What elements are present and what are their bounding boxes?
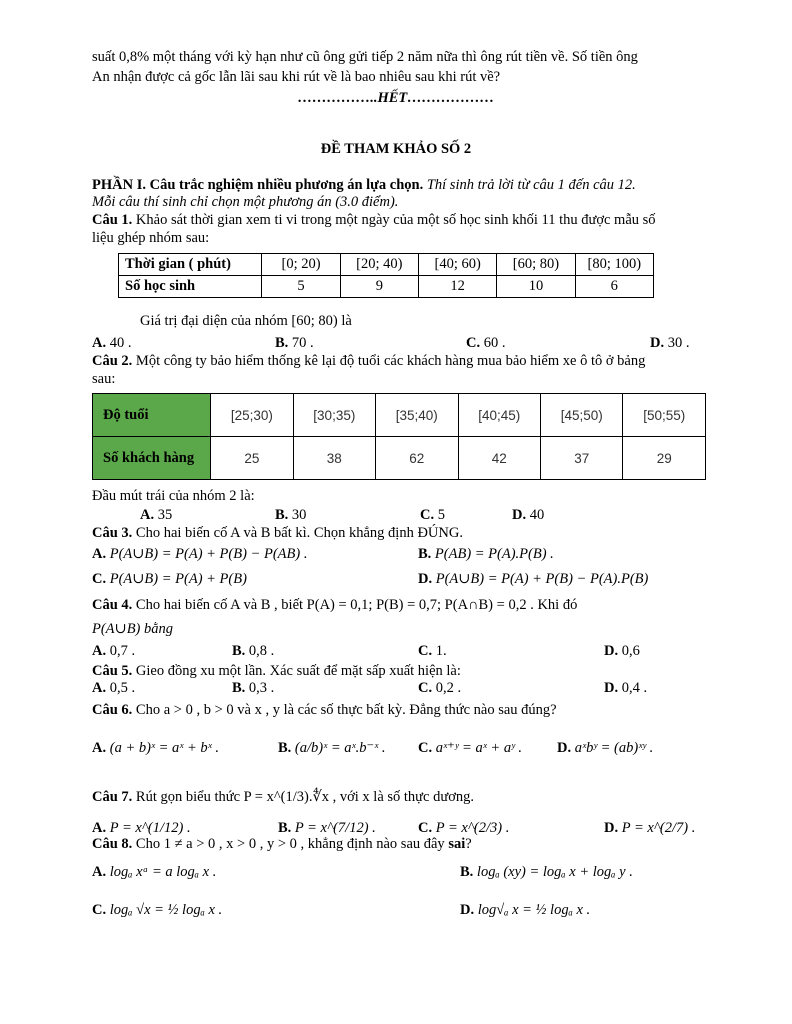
q8-option-a: A. logₐ xᵃ = a logₐ x . <box>92 864 217 880</box>
q5-option-c: C. 0,2 . <box>418 680 462 696</box>
q8-option-c: C. logₐ √x = ½ logₐ x . <box>92 902 223 918</box>
q4-text-2: P(A∪B) bằng <box>92 621 174 637</box>
q1-group-cell: [60; 80) <box>497 254 575 276</box>
q5-label: Câu 5. <box>92 663 133 679</box>
q1-option-d: D. 30 . <box>650 335 690 351</box>
q7-option-d: D. P = x^(2/7) . <box>604 820 696 836</box>
q6-option-a: A. (a + b)ˣ = aˣ + bˣ . <box>92 740 220 756</box>
q4-option-d: D. 0,6 <box>604 643 640 659</box>
q3-option-c: C. P(A∪B) = P(A) + P(B) <box>92 571 247 587</box>
part1-heading-line <box>92 177 636 194</box>
q2-count-cell: 42 <box>458 437 540 480</box>
q1-table <box>118 253 654 298</box>
q2-count-cell: 25 <box>211 437 293 480</box>
q2-group-cell: [30;35) <box>293 394 375 437</box>
part1-note-2: Mỗi câu thí sinh chỉ chọn một phương án (3.0 điểm). <box>92 194 399 210</box>
q6-label: Câu 6. <box>92 702 133 718</box>
q4-text-1: Cho hai biến cố A và B , biết P(A) = 0,1; P(B) = 0,7; P(A∩B) = 0,2 . Khi đó <box>132 597 578 613</box>
q8-sai: sai <box>448 836 466 852</box>
q8-line <box>92 836 472 853</box>
q2-text-1: Một công ty bảo hiểm thống kê lại độ tuổi các khách hàng mua bảo hiểm xe ô tô ở bảng <box>132 353 646 369</box>
q1-option-a: A. 40 . <box>92 335 132 351</box>
q1-group-cell: [0; 20) <box>262 254 340 276</box>
q8-text: Cho 1 ≠ a > 0 , x > 0 , y > 0 , khẳng định nào sau đây <box>132 836 449 852</box>
q1-count-cell: 10 <box>497 276 575 298</box>
q1-group-cell: [20; 40) <box>340 254 418 276</box>
q7-option-b: B. P = x^(7/12) . <box>278 820 376 836</box>
q5-line <box>92 663 461 680</box>
q8-option-d: D. log√ₐ x = ½ logₐ x . <box>460 902 591 918</box>
q2-table <box>92 393 706 480</box>
table-row <box>119 254 654 276</box>
q2-option-d: D. 40 <box>512 507 545 523</box>
q2-count-cell: 62 <box>376 437 458 480</box>
q1-row2-header: Số học sinh <box>119 276 262 298</box>
q2-count-cell: 37 <box>540 437 622 480</box>
q4-line-1 <box>92 597 577 614</box>
q1-count-cell: 9 <box>340 276 418 298</box>
q2-option-a: A. 35 <box>140 507 173 523</box>
q7-line <box>92 789 474 806</box>
q6-option-d: D. aˣbʸ = (ab)ˣʸ . <box>557 740 654 756</box>
q4-option-a: A. 0,7 . <box>92 643 136 659</box>
q2-group-cell: [50;55) <box>623 394 706 437</box>
q5-option-b: B. 0,3 . <box>232 680 275 696</box>
intro-line-2: An nhận được cả gốc lẫn lãi sau khi rút về là bao nhiêu sau khi rút về? <box>92 69 501 85</box>
q8-tail: ? <box>465 836 472 852</box>
q3-label: Câu 3. <box>92 525 133 541</box>
q7-option-a: A. P = x^(1/12) . <box>92 820 191 836</box>
q1-row1-header: Thời gian ( phút) <box>119 254 262 276</box>
q1-count-cell: 12 <box>418 276 496 298</box>
q4-option-c: C. 1. <box>418 643 447 659</box>
q1-text-2: liệu ghép nhóm sau: <box>92 230 210 246</box>
q1-ask: Giá trị đại diện của nhóm [60; 80) là <box>140 313 352 329</box>
q2-ask: Đầu mút trái của nhóm 2 là: <box>92 488 255 504</box>
q3-option-a: A. P(A∪B) = P(A) + P(B) − P(AB) . <box>92 546 308 562</box>
q1-count-cell: 5 <box>262 276 340 298</box>
q4-option-b: B. 0,8 . <box>232 643 275 659</box>
q2-count-cell: 38 <box>293 437 375 480</box>
q3-line <box>92 525 463 542</box>
q2-row2-header: Số khách hàng <box>93 437 211 480</box>
q6-option-b: B. (a/b)ˣ = aˣ.b⁻ˣ . <box>278 740 386 756</box>
q2-row1-header: Độ tuổi <box>93 394 211 437</box>
q7-text: Rút gọn biểu thức P = x^(1/3).∜x , với x là số thực dương. <box>132 789 474 805</box>
q1-line-1 <box>92 212 656 229</box>
q1-group-cell: [80; 100) <box>575 254 653 276</box>
q3-text: Cho hai biến cố A và B bất kì. Chọn khẳng định ĐÚNG. <box>132 525 463 541</box>
q6-line <box>92 702 557 719</box>
q2-option-c: C. 5 <box>420 507 445 523</box>
q1-option-b: B. 70 . <box>275 335 314 351</box>
part1-heading: PHẦN I. Câu trắc nghiệm nhiều phương án lựa chọn. <box>92 177 424 193</box>
q5-option-d: D. 0,4 . <box>604 680 648 696</box>
q7-option-c: C. P = x^(2/3) . <box>418 820 510 836</box>
q2-group-cell: [45;50) <box>540 394 622 437</box>
exam-title: ĐỀ THAM KHẢO SỐ 2 <box>320 141 472 157</box>
q1-text-1: Khảo sát thời gian xem ti vi trong một ngày của một số học sinh khối 11 thu được mẫu số <box>132 212 656 228</box>
q2-option-b: B. 30 <box>275 507 307 523</box>
table-row <box>93 437 706 480</box>
q6-option-c: C. aˣ⁺ʸ = aˣ + aʸ . <box>418 740 523 756</box>
q1-label: Câu 1. <box>92 212 133 228</box>
q2-line-1 <box>92 353 645 370</box>
table-row <box>93 394 706 437</box>
q5-text: Gieo đồng xu một lần. Xác suất để mặt sấp xuất hiện là: <box>132 663 461 679</box>
end-marker: ……………..HẾT……………… <box>297 90 495 106</box>
q3-option-b: B. P(AB) = P(A).P(B) . <box>418 546 554 562</box>
q8-option-b: B. logₐ (xy) = logₐ x + logₐ y . <box>460 864 633 880</box>
q2-group-cell: [25;30) <box>211 394 293 437</box>
q2-group-cell: [35;40) <box>376 394 458 437</box>
q3-option-d: D. P(A∪B) = P(A) + P(B) − P(A).P(B) <box>418 571 649 587</box>
q7-label: Câu 7. <box>92 789 133 805</box>
intro-line-1: suất 0,8% một tháng với kỳ hạn như cũ ông gửi tiếp 2 năm nữa thì ông rút tiền về. Số tiền ông <box>92 49 638 65</box>
q2-text-2: sau: <box>92 371 116 387</box>
q5-option-a: A. 0,5 . <box>92 680 136 696</box>
q1-option-c: C. 60 . <box>466 335 506 351</box>
table-row <box>119 276 654 298</box>
q6-text: Cho a > 0 , b > 0 và x , y là các số thực bất kỳ. Đẳng thức nào sau đúng? <box>132 702 557 718</box>
q8-label: Câu 8. <box>92 836 133 852</box>
q2-label: Câu 2. <box>92 353 133 369</box>
q2-group-cell: [40;45) <box>458 394 540 437</box>
q1-count-cell: 6 <box>575 276 653 298</box>
q1-group-cell: [40; 60) <box>418 254 496 276</box>
q4-label: Câu 4. <box>92 597 133 613</box>
part1-note-1: Thí sinh trả lời từ câu 1 đến câu 12. <box>423 177 636 193</box>
q2-count-cell: 29 <box>623 437 706 480</box>
